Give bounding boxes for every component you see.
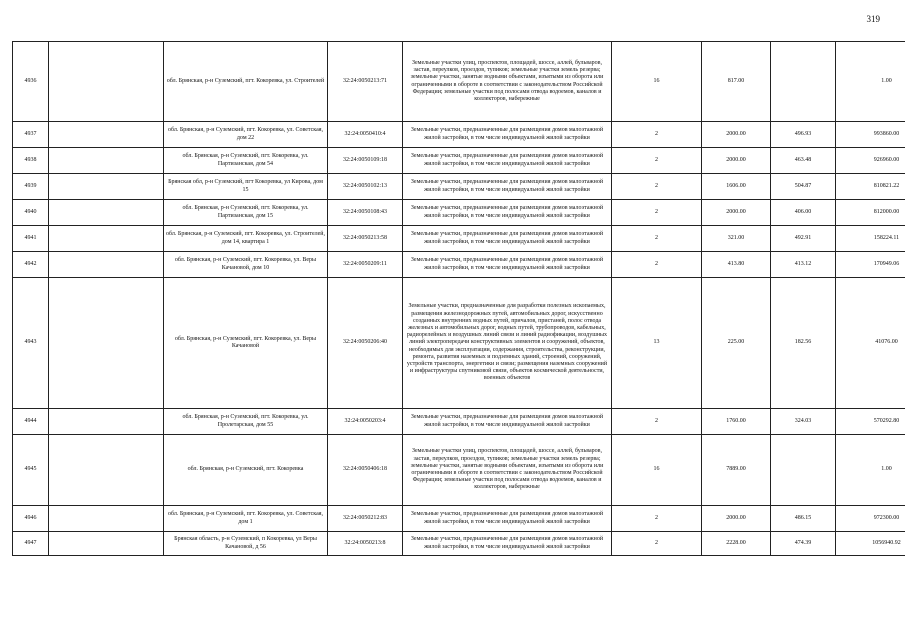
empty-cell (49, 409, 164, 435)
value-cell: 570292.80 (836, 409, 905, 435)
table-row (13, 226, 905, 252)
table-row (13, 532, 905, 556)
row-number: 4945 (13, 435, 49, 506)
zone-cell: 16 (612, 42, 702, 122)
value-cell: 810821.22 (836, 174, 905, 200)
cadastral-number-cell: 32:24:0050212:83 (328, 506, 403, 532)
land-register-table (12, 41, 905, 556)
value-cell: 170949.06 (836, 252, 905, 278)
area-cell: 413.80 (702, 252, 771, 278)
land-use-cell: Земельные участки, предназначенные для размещения домов малоэтажной жилой застройки, в том числе индивидуальной жилой застройки (403, 506, 612, 532)
empty-cell (49, 174, 164, 200)
address-cell: обл. Брянская, р-н Суземский, пгт. Кокоревка, ул. Советская, дом 1 (164, 506, 328, 532)
area-cell: 2228.00 (702, 532, 771, 556)
rate-cell: 413.12 (771, 252, 836, 278)
zone-cell: 2 (612, 226, 702, 252)
value-cell: 812000.00 (836, 200, 905, 226)
address-cell: обл. Брянская, р-н Суземский, пгт. Кокоревка, ул. Пролетарская, дом 55 (164, 409, 328, 435)
area-cell: 817.00 (702, 42, 771, 122)
table-row (13, 122, 905, 148)
cadastral-number-cell: 32:24:0050102:13 (328, 174, 403, 200)
rate-cell: 486.15 (771, 506, 836, 532)
row-number: 4946 (13, 506, 49, 532)
table-row (13, 506, 905, 532)
area-cell: 2000.00 (702, 200, 771, 226)
address-cell: обл. Брянская, р-н Суземский, пгт. Кокоревка (164, 435, 328, 506)
area-cell: 2000.00 (702, 122, 771, 148)
empty-cell (49, 278, 164, 409)
land-use-cell: Земельные участки, предназначенные для размещения домов малоэтажной жилой застройки, в том числе индивидуальной жилой застройки (403, 409, 612, 435)
address-cell: обл. Брянская, р-н Суземский, пгт. Кокоревка, ул. Партизанская, дом 54 (164, 148, 328, 174)
land-use-cell: Земельные участки улиц, проспектов, площадей, шоссе, аллей, бульваров, застав, переулков, проездов, тупиков; земельные участки земель резерва; земельные участки, занятые водными объектами, изъятыми из оборота или ограниченными в обороте в соответствии с законодательством Российской Федерации; земельные участки под полосами отвода водоемов, каналов и коллекторов, набережные (403, 435, 612, 506)
land-use-cell: Земельные участки, предназначенные для размещения домов малоэтажной жилой застройки, в том числе индивидуальной жилой застройки (403, 200, 612, 226)
empty-cell (49, 122, 164, 148)
zone-cell: 2 (612, 252, 702, 278)
zone-cell: 2 (612, 148, 702, 174)
table-row (13, 252, 905, 278)
table-row (13, 409, 905, 435)
zone-cell: 2 (612, 200, 702, 226)
cadastral-number-cell: 32:24:0050209:11 (328, 252, 403, 278)
land-use-cell: Земельные участки, предназначенные для размещения домов малоэтажной жилой застройки, в том числе индивидуальной жилой застройки (403, 532, 612, 556)
table-row (13, 200, 905, 226)
land-use-cell: Земельные участки, предназначенные для размещения домов малоэтажной жилой застройки, в том числе индивидуальной жилой застройки (403, 252, 612, 278)
table-row (13, 148, 905, 174)
address-cell: обл. Брянская, р-н Суземский, пгт. Кокоревка, ул. Советская, дом 22 (164, 122, 328, 148)
row-number: 4940 (13, 200, 49, 226)
zone-cell: 2 (612, 174, 702, 200)
empty-cell (49, 42, 164, 122)
table-row (13, 174, 905, 200)
zone-cell: 2 (612, 122, 702, 148)
area-cell: 1760.00 (702, 409, 771, 435)
cadastral-number-cell: 32:24:0050213:71 (328, 42, 403, 122)
area-cell: 2000.00 (702, 506, 771, 532)
address-cell: обл. Брянская, р-н Суземский, пгт. Кокоревка, ул. Веры Качановой (164, 278, 328, 409)
row-number: 4947 (13, 532, 49, 556)
row-number: 4936 (13, 42, 49, 122)
rate-cell: 324.03 (771, 409, 836, 435)
row-number: 4944 (13, 409, 49, 435)
empty-cell (49, 506, 164, 532)
cadastral-number-cell: 32:24:0050410:4 (328, 122, 403, 148)
zone-cell: 2 (612, 506, 702, 532)
empty-cell (49, 532, 164, 556)
value-cell: 1.00 (836, 435, 905, 506)
row-number: 4939 (13, 174, 49, 200)
rate-cell (771, 42, 836, 122)
value-cell: 41076.00 (836, 278, 905, 409)
empty-cell (49, 435, 164, 506)
cadastral-number-cell: 32:24:0050109:18 (328, 148, 403, 174)
rate-cell: 492.91 (771, 226, 836, 252)
rate-cell: 474.39 (771, 532, 836, 556)
value-cell: 1056940.92 (836, 532, 905, 556)
cadastral-number-cell: 32:24:0050213:8 (328, 532, 403, 556)
zone-cell: 13 (612, 278, 702, 409)
rate-cell: 504.87 (771, 174, 836, 200)
land-use-cell: Земельные участки, предназначенные для размещения домов малоэтажной жилой застройки, в том числе индивидуальной жилой застройки (403, 148, 612, 174)
address-cell: обл. Брянская, р-н Суземский, пгт. Кокоревка, ул. Партизанская, дом 15 (164, 200, 328, 226)
value-cell: 972300.00 (836, 506, 905, 532)
value-cell: 926960.00 (836, 148, 905, 174)
area-cell: 2000.00 (702, 148, 771, 174)
cadastral-number-cell: 32:24:0050206:40 (328, 278, 403, 409)
row-number: 4941 (13, 226, 49, 252)
address-cell: Брянская область, р-н Суземский, п Кокоревка, ул Веры Качановой, д 56 (164, 532, 328, 556)
address-cell: обл. Брянская, р-н Суземский, пгт. Кокоревка, ул. Строителей, дом 14, квартира 1 (164, 226, 328, 252)
cadastral-number-cell: 32:24:0050406:18 (328, 435, 403, 506)
rate-cell: 182.56 (771, 278, 836, 409)
area-cell: 321.00 (702, 226, 771, 252)
zone-cell: 2 (612, 409, 702, 435)
table-row (13, 42, 905, 122)
rate-cell: 406.00 (771, 200, 836, 226)
address-cell: обл. Брянская, р-н Суземский, пгт. Кокоревка, ул. Строителей (164, 42, 328, 122)
address-cell: обл. Брянская, р-н Суземский, пгт. Кокоревка, ул. Веры Качановой, дом 10 (164, 252, 328, 278)
row-number: 4942 (13, 252, 49, 278)
empty-cell (49, 148, 164, 174)
area-cell: 225.00 (702, 278, 771, 409)
value-cell: 158224.11 (836, 226, 905, 252)
land-use-cell: Земельные участки улиц, проспектов, площадей, шоссе, аллей, бульваров, застав, переулков, проездов, тупиков; земельные участки земель резерва; земельные участки, занятые водными объектами, изъятыми из оборота или ограниченными в обороте в соответствии с законодательством Российской Федерации; земельные участки под полосами отвода водоемов, каналов и коллекторов, набережные (403, 42, 612, 122)
value-cell: 1.00 (836, 42, 905, 122)
table-row (13, 278, 905, 409)
empty-cell (49, 200, 164, 226)
land-use-cell: Земельные участки, предназначенные для разработки полезных ископаемых, размещения железнодорожных путей, автомобильных дорог, искусственно созданных внутренних водных путей, причалов, пристаней, полос отвода железных и автомобильных дорог, водных путей, трубопроводов, кабельных, радиорелейных и воздушных линий связи и линий радиофикации, воздушных линий электропередачи конструктивных элементов и сооружений, объектов, необходимых для эксплуатации, содержания, строительства, реконструкции, ремонта, развития наземных и подземных зданий, строений, сооружений, устройств транспорта, энергетики и связи; размещения наземных сооружений и инфраструктуры спутниковой связи, объектов космической деятельности, военных объектов (403, 278, 612, 409)
area-cell: 7889.00 (702, 435, 771, 506)
empty-cell (49, 252, 164, 278)
land-use-cell: Земельные участки, предназначенные для размещения домов малоэтажной жилой застройки, в том числе индивидуальной жилой застройки (403, 122, 612, 148)
row-number: 4937 (13, 122, 49, 148)
zone-cell: 2 (612, 532, 702, 556)
table-row (13, 435, 905, 506)
address-cell: Брянская обл, р-н Суземский, пгт Кокоревка, ул Кирова, дом 15 (164, 174, 328, 200)
empty-cell (49, 226, 164, 252)
cadastral-number-cell: 32:24:0050203:4 (328, 409, 403, 435)
area-cell: 1606.00 (702, 174, 771, 200)
page-number: 319 (866, 14, 880, 24)
rate-cell (771, 435, 836, 506)
cadastral-number-cell: 32:24:0050213:58 (328, 226, 403, 252)
rate-cell: 496.93 (771, 122, 836, 148)
zone-cell: 16 (612, 435, 702, 506)
row-number: 4943 (13, 278, 49, 409)
land-use-cell: Земельные участки, предназначенные для размещения домов малоэтажной жилой застройки, в том числе индивидуальной жилой застройки (403, 174, 612, 200)
value-cell: 993860.00 (836, 122, 905, 148)
rate-cell: 463.48 (771, 148, 836, 174)
row-number: 4938 (13, 148, 49, 174)
cadastral-number-cell: 32:24:0050108:43 (328, 200, 403, 226)
land-use-cell: Земельные участки, предназначенные для размещения домов малоэтажной жилой застройки, в том числе индивидуальной жилой застройки (403, 226, 612, 252)
